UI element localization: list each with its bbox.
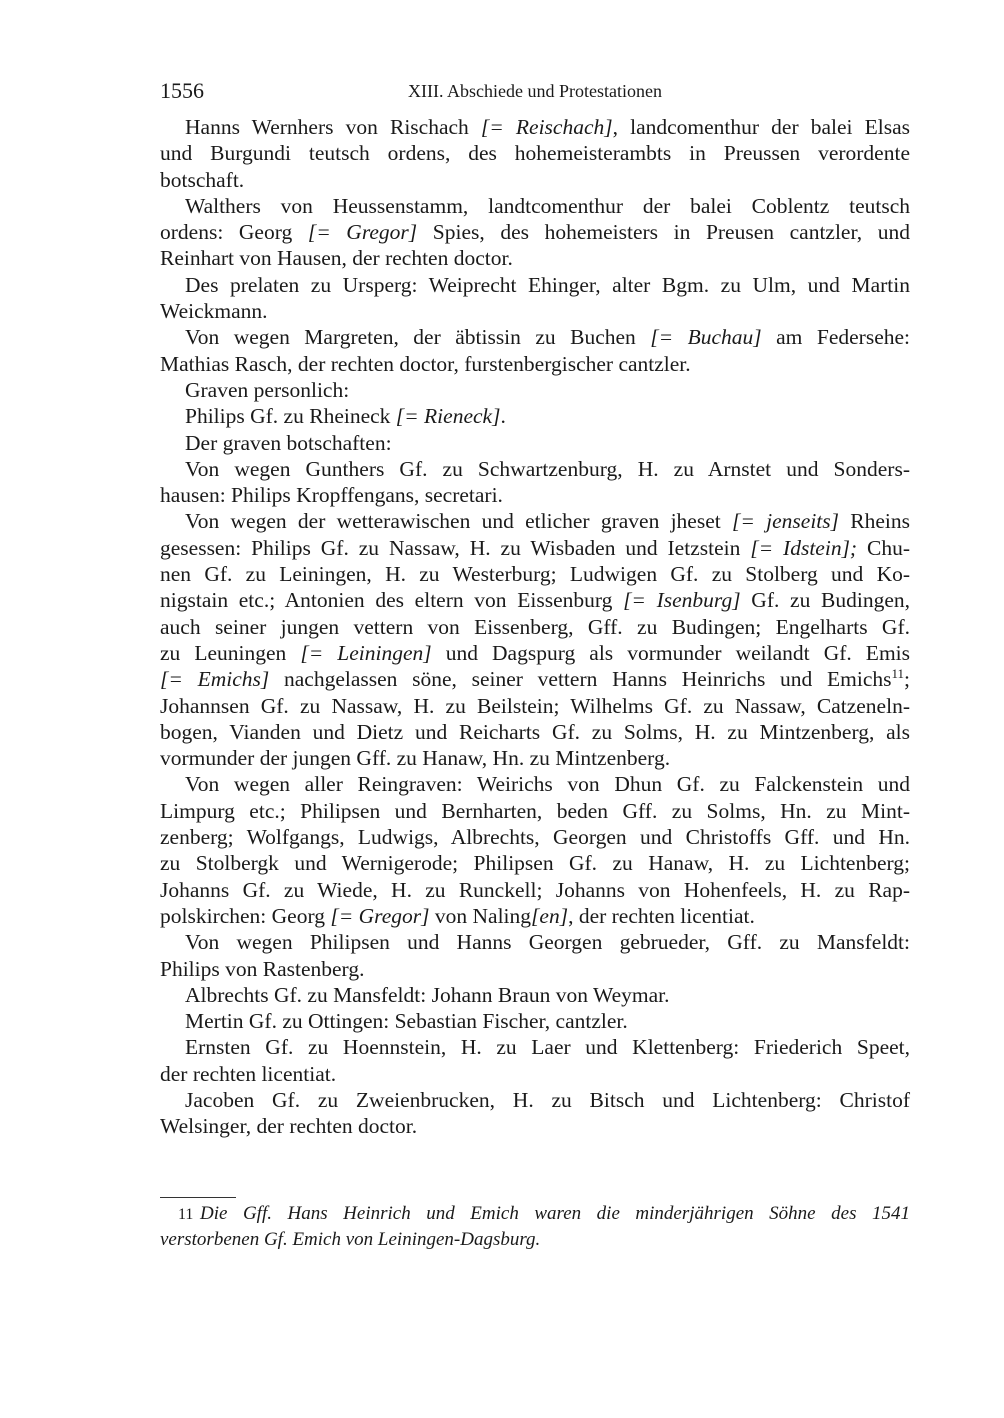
paragraph bbox=[160, 1008, 910, 1034]
text-segment: vormunder der jungen Gff. zu Hanaw, Hn. zu Mintzenberg. bbox=[160, 746, 671, 771]
text-segment: Philips Gf. zu Rheineck bbox=[185, 404, 396, 429]
text-line bbox=[160, 561, 910, 587]
text-segment: polskirchen: Georg bbox=[160, 903, 331, 928]
text-segment: hausen: Philips Kropffengans, secretari. bbox=[160, 483, 503, 508]
text-segment: nigstain etc.; Antonien des eltern von Eissenburg bbox=[160, 588, 624, 613]
text-line bbox=[160, 351, 910, 377]
text-line bbox=[160, 140, 910, 166]
text-segment: Walthers von Heussenstamm, landtcomenthur der balei Coblentz teutsch bbox=[185, 193, 910, 218]
text-line bbox=[160, 1113, 910, 1139]
editorial-note: [= Gregor] bbox=[307, 220, 418, 245]
text-line bbox=[160, 745, 910, 771]
text-line bbox=[160, 640, 910, 666]
text-segment: Mertin Gf. zu Ottingen: Sebastian Fischer, cantzler. bbox=[185, 1009, 628, 1034]
text-line bbox=[160, 245, 910, 271]
text-segment: , landcomenthur der balei Elsas bbox=[612, 115, 911, 139]
text-line bbox=[160, 1061, 910, 1087]
text-line bbox=[160, 693, 910, 719]
text-line bbox=[160, 666, 910, 692]
text-line bbox=[160, 824, 910, 850]
text-line bbox=[160, 1008, 910, 1034]
text-line bbox=[160, 929, 910, 955]
text-segment: ordens: Georg bbox=[160, 220, 308, 245]
text-segment: Welsinger, der rechten doctor. bbox=[160, 1114, 418, 1139]
text-line bbox=[160, 377, 910, 403]
text-segment: Chu- bbox=[857, 535, 911, 560]
text-segment: am Federsehe: bbox=[761, 325, 910, 350]
text-segment: zu Leuningen bbox=[160, 640, 301, 665]
text-line bbox=[160, 298, 910, 324]
text-line bbox=[160, 193, 910, 219]
text-line bbox=[160, 1034, 910, 1060]
footnote-line bbox=[160, 1202, 910, 1228]
text-segment: Albrechts Gf. zu Mansfeldt: Johann Braun von Weymar. bbox=[185, 982, 670, 1007]
page-number: 1556 bbox=[160, 78, 204, 103]
editorial-note: [= Isenburg] bbox=[623, 588, 741, 613]
text-segment: bogen, Vianden und Dietz und Reicharts Gf. zu Solms, H. zu Mintzenberg, als bbox=[160, 719, 910, 744]
paragraph bbox=[160, 1087, 910, 1140]
main-text bbox=[160, 114, 910, 1140]
text-segment: und Dagspurg als vormunder weilandt Gf. Emis bbox=[431, 640, 911, 665]
text-segment: Von wegen der wetterawischen und etlicher graven jheset bbox=[185, 509, 732, 534]
text-segment: botschaft. bbox=[160, 167, 245, 192]
editorial-note: [= Buchau] bbox=[650, 325, 762, 350]
text-segment: Des prelaten zu Ursperg: Weiprecht Ehinger, alter Bgm. zu Ulm, und Martin bbox=[185, 272, 910, 297]
text-segment: Gf. zu Budingen, bbox=[740, 588, 910, 613]
text-line bbox=[160, 324, 910, 350]
paragraph bbox=[160, 377, 910, 403]
text-segment: Graven personlich: bbox=[185, 377, 350, 402]
text-segment: ; bbox=[904, 667, 910, 692]
editorial-note: [= Rieneck] bbox=[395, 404, 501, 429]
text-line bbox=[160, 771, 910, 797]
text-segment: und Burgundi teutsch ordens, des hohemeisterambts in Preussen verordente bbox=[160, 141, 910, 166]
editorial-note: [en] bbox=[531, 903, 569, 928]
editorial-note: [= Reischach] bbox=[480, 115, 613, 139]
paragraph bbox=[160, 114, 910, 193]
text-segment: Spies, des hohemeisters in Preusen cantzler, und bbox=[417, 220, 910, 245]
paragraph bbox=[160, 508, 910, 771]
paragraph bbox=[160, 430, 910, 456]
text-segment: , der rechten licentiat. bbox=[568, 903, 755, 928]
footnote-text: Die Gff. Hans Heinrich und Emich waren die minderjährigen Söhne des 1541 bbox=[200, 1203, 910, 1224]
editorial-note: [= jenseits] bbox=[732, 509, 839, 534]
text-line bbox=[160, 798, 910, 824]
text-segment: Von wegen Gunthers Gf. zu Schwartzenburg, H. zu Arnstet und Sonders- bbox=[185, 456, 910, 481]
text-segment: Von wegen Philipsen und Hanns Georgen gebrueder, Gff. zu Mansfeldt: bbox=[185, 930, 910, 955]
text-line bbox=[160, 903, 910, 929]
text-segment: Mathias Rasch, der rechten doctor, furstenbergischer cantzler. bbox=[160, 351, 691, 376]
paragraph bbox=[160, 193, 910, 272]
text-segment: nen Gf. zu Leiningen, H. zu Westerburg; Ludwigen Gf. zu Stolberg und Ko- bbox=[160, 562, 910, 587]
editorial-note: [= Leiningen] bbox=[300, 640, 432, 665]
text-line bbox=[160, 167, 910, 193]
text-line bbox=[160, 614, 910, 640]
text-line bbox=[160, 877, 910, 903]
editorial-note: [= Gregor] bbox=[330, 903, 430, 928]
editorial-note: [= Idstein]; bbox=[750, 535, 858, 560]
paragraph bbox=[160, 982, 910, 1008]
text-line bbox=[160, 482, 910, 508]
footnote bbox=[160, 1202, 910, 1255]
text-line bbox=[160, 508, 910, 534]
text-line bbox=[160, 587, 910, 613]
text-segment: Johannsen Gf. zu Nassaw, H. zu Beilstein; Wilhelms Gf. zu Nassaw, Catzeneln- bbox=[160, 693, 910, 718]
text-segment: der rechten licentiat. bbox=[160, 1061, 337, 1086]
text-line bbox=[160, 114, 910, 140]
text-segment: Jacoben Gf. zu Zweienbrucken, H. zu Bitsch und Lichtenberg: Christof bbox=[185, 1087, 910, 1112]
page-header bbox=[160, 78, 910, 104]
text-segment: Ernsten Gf. zu Hoennstein, H. zu Laer und Klettenberg: Friederich Speet, bbox=[185, 1035, 910, 1060]
text-segment: zu Stolbergk und Wernigerode; Philipsen Gf. zu Hanaw, H. zu Lichtenberg; bbox=[160, 851, 910, 876]
footnote-line bbox=[160, 1228, 910, 1254]
paragraph bbox=[160, 771, 910, 929]
text-segment: gesessen: Philips Gf. zu Nassaw, H. zu Wisbaden und Ietzstein bbox=[160, 535, 751, 560]
text-segment: Von wegen aller Reingraven: Weirichs von Dhun Gf. zu Falckenstein und bbox=[185, 772, 910, 797]
footnote-text: verstorbenen Gf. Emich von Leiningen-Dagsburg. bbox=[160, 1229, 541, 1251]
paragraph bbox=[160, 929, 910, 982]
paragraph bbox=[160, 1034, 910, 1087]
text-line bbox=[160, 850, 910, 876]
text-line bbox=[160, 535, 910, 561]
text-line bbox=[160, 430, 910, 456]
text-line bbox=[160, 719, 910, 745]
text-segment: von Naling bbox=[429, 903, 532, 928]
text-segment: Philips von Rastenberg. bbox=[160, 956, 365, 981]
footnote-reference: 11 bbox=[891, 666, 905, 682]
text-line bbox=[160, 272, 910, 298]
text-segment: zenberg; Wolfgangs, Ludwigs, Albrechts, Georgen und Christoffs Gff. und Hn. bbox=[160, 825, 910, 850]
text-segment: Hanns Wernhers von Rischach bbox=[185, 115, 481, 139]
text-segment: nachgelassen söne, seiner vettern Hanns Heinrichs und Emichs bbox=[269, 667, 892, 692]
text-segment: auch seiner jungen vettern von Eissenberg, Gff. zu Budingen; Engelharts Gf. bbox=[160, 614, 910, 639]
paragraph bbox=[160, 403, 910, 429]
paragraph bbox=[160, 324, 910, 377]
text-segment: Weickmann. bbox=[160, 299, 268, 324]
text-segment: Limpurg etc.; Philipsen und Bernharten, beden Gff. zu Solms, Hn. zu Mint- bbox=[160, 798, 910, 823]
text-line bbox=[160, 456, 910, 482]
text-segment: Rheins bbox=[839, 509, 910, 534]
paragraph bbox=[160, 456, 910, 509]
text-segment: Der graven botschaften: bbox=[185, 430, 392, 455]
text-line bbox=[160, 1087, 910, 1113]
text-segment: Johanns Gf. zu Wiede, H. zu Runckell; Johanns von Hohenfeels, H. zu Rap- bbox=[160, 877, 910, 902]
text-line bbox=[160, 982, 910, 1008]
footnote-number: 11 bbox=[178, 1206, 194, 1223]
text-line bbox=[160, 403, 910, 429]
text-segment: Reinhart von Hausen, der rechten doctor. bbox=[160, 246, 513, 271]
running-title: XIII. Abschiede und Protestationen bbox=[408, 81, 662, 101]
text-line bbox=[160, 956, 910, 982]
text-line bbox=[160, 219, 910, 245]
paragraph bbox=[160, 272, 910, 325]
text-segment: Von wegen Margreten, der äbtissin zu Buchen bbox=[185, 325, 651, 350]
editorial-note: [= Emichs] bbox=[160, 667, 270, 692]
footnote-divider bbox=[160, 1197, 236, 1198]
text-segment: . bbox=[500, 404, 506, 429]
